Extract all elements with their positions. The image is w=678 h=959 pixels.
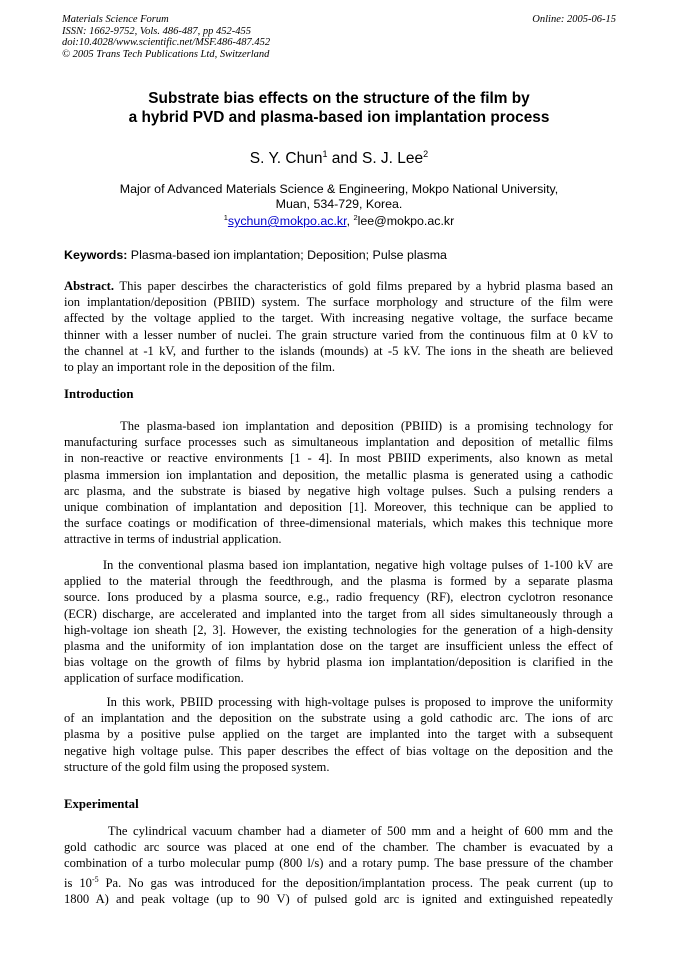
exp-line: 1800 A) and peak voltage (up to 90 V) of pulsed gold arc is ignited and extinguished repeatedly [64,892,613,906]
abstract-label: Abstract. [64,279,115,293]
issn-line: ISSN: 1662-9752, Vols. 486-487, pp 452-455 [62,25,251,37]
intro-p2-line: In the conventional plasma based ion implantation, negative high voltage pulses of 1-100 kV are [64,558,613,572]
intro-p3-line: of an implantation and the deposition on the substrate using a gold cathodic arc. The ions of arc [64,711,613,726]
intro-p1-line: manufacturing surface processes such as simultaneous implantation and deposition of metallic films [64,435,613,450]
intro-p3-line: negative high voltage pulse. This paper describes the effect of bias voltage on the deposition and the [64,743,613,758]
intro-p2-line: (ECR) discharge, are accelerated and implanted into the target from all sides simultaneously through a [64,606,613,621]
author-1: S. Y. Chun [249,150,323,168]
exp-line-4-sup: -5 [91,874,99,884]
keywords [64,248,447,262]
intro-p1-line: arc plasma, and the substrate is biased by negative high voltage pulses. Such a pulsing renders a [64,483,613,498]
author-2-sup: 2 [423,149,429,159]
keywords-text: Plasma-based ion implantation; Deposition; Pulse plasma [127,248,447,262]
intro-p2-line: plasma and the uniformity of ion implantation dose on the target are insufficient unless the effect of [64,639,613,654]
email-1-link[interactable]: sychun@mokpo.ac.kr [227,214,347,229]
abstract-line-4: thinner with a lesser number of nuclei. The grain structure varied from the continuous film at 0 kV to [64,327,613,342]
author-2: S. J. Lee [361,150,424,168]
abstract [64,278,613,375]
introduction-heading: Introduction [64,387,134,401]
exp-line: gold cathodic arc source was placed at one end of the chamber. The chamber is evacuated by a [64,840,613,855]
journal-header [62,14,270,60]
intro-p2-line: bias voltage on the growth of films by hybrid plasma ion implantation/deposition is clarified in the [64,655,613,670]
affiliation [40,182,638,229]
intro-p1-line: plasma immersion ion implantation and deposition, the metallic plasma is generated using a cathodic [64,467,613,482]
abstract-line-5: the channel at -1 kV, and further to the islands (mounds) at -5 kV. The ions in the sheath are believed [64,343,613,358]
authors [40,149,638,168]
intro-paragraph-1 [64,418,613,548]
experimental-paragraph [64,823,613,907]
doi-line: doi:10.4028/www.scientific.net/MSF.486-487.452 [62,37,271,48]
intro-p3-line: In this work, PBIID processing with high-voltage pulses is proposed to improve the uniformity [64,695,613,709]
intro-p1-line: in non-reactive or reactive environments [1 - 4]. In most PBIID experiments, also known as metal [64,451,613,466]
exp-line: The cylindrical vacuum chamber had a diameter of 500 mm and a height of 600 mm and the [64,824,613,838]
emails [40,211,638,229]
intro-p2-line: source. Ions produced by a plasma source, e.g., radio frequency (RF), electron cyclotron resonance [64,590,613,605]
exp-line-4-post: Pa. No gas was introduced for the deposition/implantation process. The peak current (up to [98,875,613,890]
keywords-label: Keywords: [64,248,128,262]
intro-p1-line: unique combination of implantation and deposition [1]. Moreover, this technique can be applied to [64,500,613,515]
paper-title [40,89,638,127]
email-sep: , [346,214,354,229]
affiliation-line-1: Major of Advanced Materials Science & Engineering, Mokpo National University, [119,182,559,196]
intro-paragraph-3 [64,694,613,775]
intro-p1-line: the surface coatings or modification of three-dimensional materials, which makes this technique more [64,516,613,531]
intro-p3-line: structure of the gold film using the proposed system. [64,759,330,774]
exp-line-4-pre: is 10 [64,875,92,890]
intro-p2-line: applied to the material through the feedthrough, and the plasma is formed by a separate plasma [64,574,613,589]
affiliation-line-2: Muan, 534-729, Korea. [275,196,403,211]
intro-p2-line: high-voltage ion sheath [2, 3]. However, the existing technologies for the generation of a high-density [64,622,613,637]
intro-p1-line: attractive in terms of industrial application. [64,532,282,547]
online-date: Online: 2005-06-15 [532,14,616,25]
experimental-heading: Experimental [64,797,139,811]
abstract-line-1: This paper descirbes the characteristics of gold films prepared by a hybrid plasma based an [114,279,613,293]
exp-line-4 [64,872,613,891]
title-line-1: Substrate bias effects on the structure of the film by [148,90,530,107]
abstract-line-3: affected by the voltage applied to the target. With increasing negative voltage, the surface became [64,311,613,326]
copyright-line: © 2005 Trans Tech Publications Ltd, Switzerland [62,48,270,60]
exp-line: combination of a turbo molecular pump (800 l/s) and a rotary pump. The base pressure of the chamber [64,856,613,871]
intro-p2-line: application of surface modification. [64,671,244,686]
intro-paragraph-2 [64,557,613,687]
title-line-2: a hybrid PVD and plasma-based ion implantation process [128,109,550,126]
email-2: lee@mokpo.ac.kr [357,214,455,229]
abstract-line-2: ion implantation/deposition (PBIID) system. The surface morphology and structure of the film were [64,295,613,310]
authors-and: and [327,150,362,168]
journal-name: Materials Science Forum [62,14,169,25]
email-2-sup: 2 [353,213,358,222]
author-1-sup: 1 [322,149,328,159]
email-1-sup: 1 [223,213,228,222]
intro-p3-line: plasma by a positive pulse applied on the target are implanted into the target with a subsequent [64,727,613,742]
intro-p1-line: The plasma-based ion implantation and deposition (PBIID) is a promising technology for [64,419,613,433]
abstract-line [64,278,613,294]
abstract-line-6: to play an important role in the deposition of the film. [64,360,336,375]
